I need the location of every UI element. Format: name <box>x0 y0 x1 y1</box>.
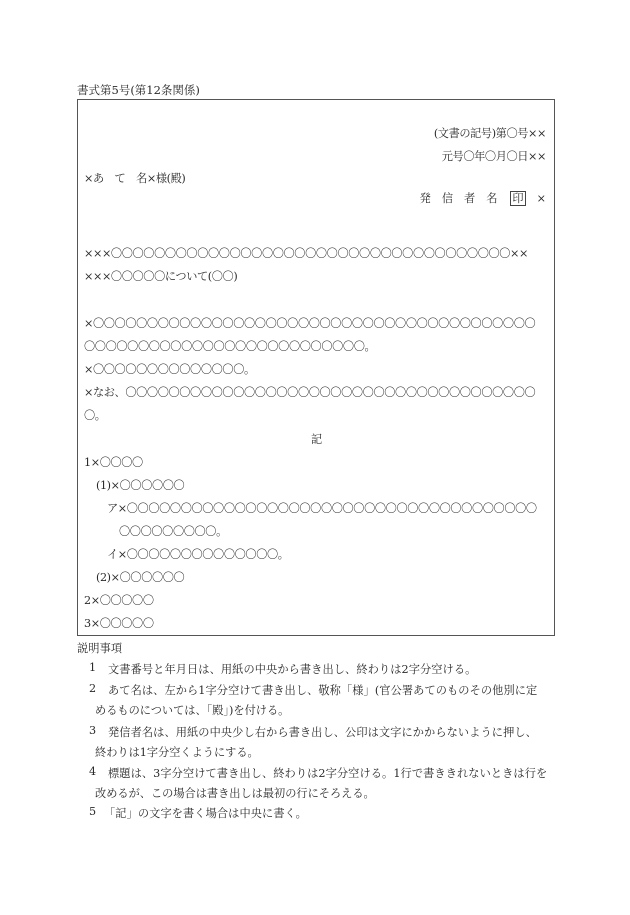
item-1-1-i: イ×〇〇〇〇〇〇〇〇〇〇〇〇〇〇。 <box>107 548 289 561</box>
document-frame <box>77 99 555 636</box>
note-2-text-line2: めるものについては、「殿」)を付ける。 <box>95 704 290 717</box>
notes-heading: 説明事項 <box>77 642 123 655</box>
body-para1-line1: ×〇〇〇〇〇〇〇〇〇〇〇〇〇〇〇〇〇〇〇〇〇〇〇〇〇〇〇〇〇〇〇〇〇〇〇〇〇〇〇〇〇 <box>84 317 536 330</box>
item-3: 3×〇〇〇〇〇 <box>84 617 154 630</box>
form-label: 書式第5号(第12条関係) <box>77 83 200 97</box>
body-para1-line2: 〇〇〇〇〇〇〇〇〇〇〇〇〇〇〇〇〇〇〇〇〇〇〇〇〇〇。 <box>84 340 376 353</box>
note-1-num: 1 <box>89 661 97 674</box>
note-4-num: 4 <box>89 765 97 778</box>
sender-trailer: × <box>536 192 546 205</box>
ki-heading: 記 <box>311 433 322 446</box>
addressee: ×あ て 名×様(殿) <box>84 172 186 185</box>
note-2-num: 2 <box>89 682 97 695</box>
note-4-text-line1: 標題は、3字分空けて書き出し、終わりは2字分空ける。1行で書ききれないときは行を <box>108 767 548 780</box>
title-line-1: ×××〇〇〇〇〇〇〇〇〇〇〇〇〇〇〇〇〇〇〇〇〇〇〇〇〇〇〇〇〇〇〇〇〇〇〇〇〇×× <box>84 247 529 260</box>
item-1: 1×〇〇〇〇 <box>84 456 143 469</box>
seal-stamp-icon: 印 <box>512 192 524 205</box>
sender-char: 信 <box>441 192 454 205</box>
item-1-1-a-line2: 〇〇〇〇〇〇〇〇〇。 <box>119 525 227 538</box>
note-5-text: 「記」の文字を書く場合は中央に書く。 <box>104 807 307 820</box>
note-3-text-line1: 発信者名は、用紙の中央少し右から書き出し、公印は文字にかからないように押し、 <box>108 726 537 739</box>
item-1-2: (2)×〇〇〇〇〇〇 <box>96 571 185 584</box>
sender-char: 者 <box>464 192 476 205</box>
item-1-1: (1)×〇〇〇〇〇〇 <box>96 479 185 492</box>
note-3-text-line2: 終わりは1字分空くようにする。 <box>95 746 259 759</box>
note-5-num: 5 <box>89 805 97 818</box>
sender-name <box>420 190 546 206</box>
sender-char: 発 <box>419 192 431 205</box>
body-para3-line1: ×なお、〇〇〇〇〇〇〇〇〇〇〇〇〇〇〇〇〇〇〇〇〇〇〇〇〇〇〇〇〇〇〇〇〇〇〇〇〇〇 <box>84 386 536 399</box>
note-1-text: 文書番号と年月日は、用紙の中央から書き出し、終わりは2字分空ける。 <box>108 663 477 676</box>
item-2: 2×〇〇〇〇〇 <box>84 594 154 607</box>
item-1-1-a-line1: ア×〇〇〇〇〇〇〇〇〇〇〇〇〇〇〇〇〇〇〇〇〇〇〇〇〇〇〇〇〇〇〇〇〇〇〇〇〇〇 <box>107 502 537 515</box>
title-line-2: ×××〇〇〇〇〇について(〇〇) <box>84 270 238 283</box>
sender-char: 名 <box>486 192 498 205</box>
note-4-text-line2: 改めるが、この場合は書き出しは最初の行にそろえる。 <box>95 787 375 800</box>
doc-number: (文書の記号)第〇号×× <box>433 127 546 140</box>
note-3-num: 3 <box>89 724 97 737</box>
body-para2: ×〇〇〇〇〇〇〇〇〇〇〇〇〇〇。 <box>84 363 255 376</box>
doc-date: 元号〇年〇月〇日×× <box>441 150 546 163</box>
note-2-text-line1: あて名は、左から1字分空けて書き出し、敬称「様」(官公署あてのものその他別に定 <box>108 684 538 697</box>
body-para3-line2: 〇。 <box>84 409 106 422</box>
